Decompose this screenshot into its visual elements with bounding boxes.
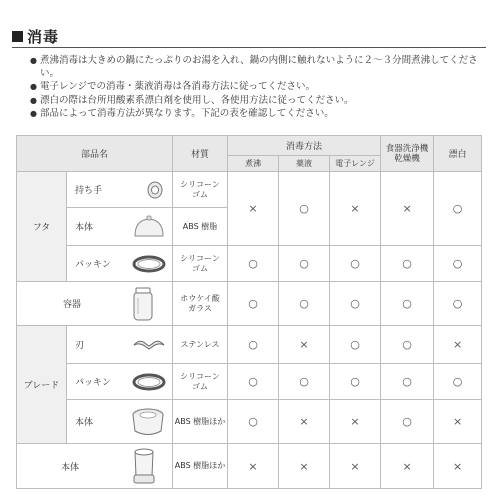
part-name: 本体 — [75, 418, 94, 428]
table-row — [17, 444, 482, 489]
instruction-text: 電子レンジでの消毒・薬液消毒は各消毒方法に従ってください。 — [40, 81, 316, 92]
handle-icon — [144, 179, 166, 201]
group-label-futa: フタ — [17, 172, 67, 282]
sterilization-table — [16, 135, 482, 489]
part-cell — [67, 400, 173, 444]
container-icon — [130, 286, 156, 322]
mark-cell: ○ — [330, 282, 381, 326]
mark-cell: × — [330, 172, 381, 246]
microwave-header: 電子レンジ — [330, 156, 381, 172]
material-header: 材質 — [173, 136, 228, 172]
table-row — [17, 282, 482, 326]
section-title: 消毒 — [27, 28, 60, 46]
instruction-item — [30, 95, 480, 108]
mark-cell: ○ — [279, 282, 330, 326]
mark-cell: × — [434, 400, 482, 444]
material-cell: シリコーン ゴム — [173, 172, 228, 208]
instruction-list — [30, 55, 480, 122]
mark-cell: ○ — [381, 400, 434, 444]
bullet-dot-icon: ● — [30, 95, 37, 105]
mark-cell: ○ — [330, 246, 381, 282]
table-row — [17, 246, 482, 282]
table-row — [17, 326, 482, 364]
mark-cell: ○ — [279, 246, 330, 282]
packing-icon — [132, 255, 166, 273]
lid-icon — [132, 214, 166, 240]
part-cell — [67, 326, 173, 364]
instruction-text: 漂白の際は台所用酸素系漂白剤を使用し、各使用方法に従ってください。 — [40, 94, 354, 106]
heading-rule — [12, 47, 486, 48]
part-name: 刃 — [75, 341, 85, 351]
packing-icon — [132, 373, 166, 391]
part-cell — [67, 172, 173, 208]
mark-cell: × — [228, 444, 279, 489]
mark-cell: ○ — [434, 282, 482, 326]
instruction-item — [30, 108, 480, 121]
bleach-header: 漂白 — [434, 136, 482, 172]
blade-icon — [132, 336, 166, 354]
mark-cell: × — [279, 326, 330, 364]
section-heading — [12, 26, 59, 47]
mark-cell: ○ — [434, 172, 482, 246]
instruction-text: 煮沸消毒は大きめの鍋にたっぷりのお湯を入れ、鍋の内側に触れないように２～３分間煮沸してください。 — [40, 55, 478, 79]
boil-header: 煮沸 — [228, 156, 279, 172]
material-cell: ABS 樹脂 — [173, 208, 228, 246]
part-name: 本体 — [61, 462, 80, 473]
part-name: パッキン — [75, 260, 111, 270]
table-row — [17, 400, 482, 444]
bullet-dot-icon: ● — [30, 109, 37, 118]
square-bullet-icon — [12, 31, 23, 42]
mark-cell: ○ — [381, 326, 434, 364]
material-cell: ステンレス — [173, 326, 228, 364]
table-row — [17, 172, 482, 208]
bullet-dot-icon: ● — [30, 56, 37, 65]
mark-cell: × — [434, 326, 482, 364]
mark-cell: ○ — [279, 364, 330, 400]
mark-cell: × — [279, 400, 330, 444]
mark-cell: ○ — [381, 246, 434, 282]
table-row — [17, 364, 482, 400]
material-cell: ABS 樹脂ほか — [173, 400, 228, 444]
header-row — [17, 136, 482, 156]
mark-cell: × — [381, 444, 434, 489]
mark-cell: ○ — [434, 364, 482, 400]
mark-cell: × — [279, 444, 330, 489]
instruction-item — [30, 55, 480, 80]
mark-cell: ○ — [279, 172, 330, 246]
mark-cell: ○ — [228, 364, 279, 400]
mark-cell: × — [330, 400, 381, 444]
group-label-blade: ブレード — [17, 326, 67, 444]
bullet-dot-icon: ● — [30, 82, 37, 91]
mark-cell: ○ — [228, 282, 279, 326]
material-cell: シリコーン ゴム — [173, 364, 228, 400]
part-name-header: 部品名 — [17, 136, 173, 172]
mark-cell: × — [228, 172, 279, 246]
part-cell — [67, 246, 173, 282]
mark-cell: ○ — [330, 364, 381, 400]
part-name: 容器 — [63, 300, 82, 310]
chemical-header: 薬液 — [279, 156, 330, 172]
mark-cell: ○ — [381, 282, 434, 326]
mark-cell: ○ — [228, 246, 279, 282]
mark-cell: ○ — [434, 246, 482, 282]
material-cell: シリコーン ゴム — [173, 246, 228, 282]
material-cell: ホウケイ酸 ガラス — [173, 282, 228, 326]
mark-cell: ○ — [330, 326, 381, 364]
blade-body-icon — [130, 405, 166, 439]
part-name: パッキン — [75, 378, 111, 388]
part-cell — [67, 208, 173, 246]
sterilization-header: 消毒方法 — [228, 136, 381, 156]
mark-cell: ○ — [228, 400, 279, 444]
main-body-icon — [130, 446, 158, 486]
instruction-item — [30, 81, 480, 94]
mark-cell: ○ — [381, 364, 434, 400]
part-cell — [17, 282, 173, 326]
part-name: 持ち手 — [75, 186, 103, 196]
part-name: 本体 — [75, 223, 94, 233]
part-cell — [17, 444, 173, 489]
mark-cell: × — [330, 444, 381, 489]
mark-cell: ○ — [228, 326, 279, 364]
part-cell — [67, 364, 173, 400]
mark-cell: × — [381, 172, 434, 246]
material-cell: ABS 樹脂ほか — [173, 444, 228, 489]
dishwasher-header: 食器洗浄機 乾燥機 — [381, 136, 434, 172]
mark-cell: × — [434, 444, 482, 489]
instruction-text: 部品によって消毒方法が異なります。下記の表を確認してください。 — [40, 108, 334, 119]
